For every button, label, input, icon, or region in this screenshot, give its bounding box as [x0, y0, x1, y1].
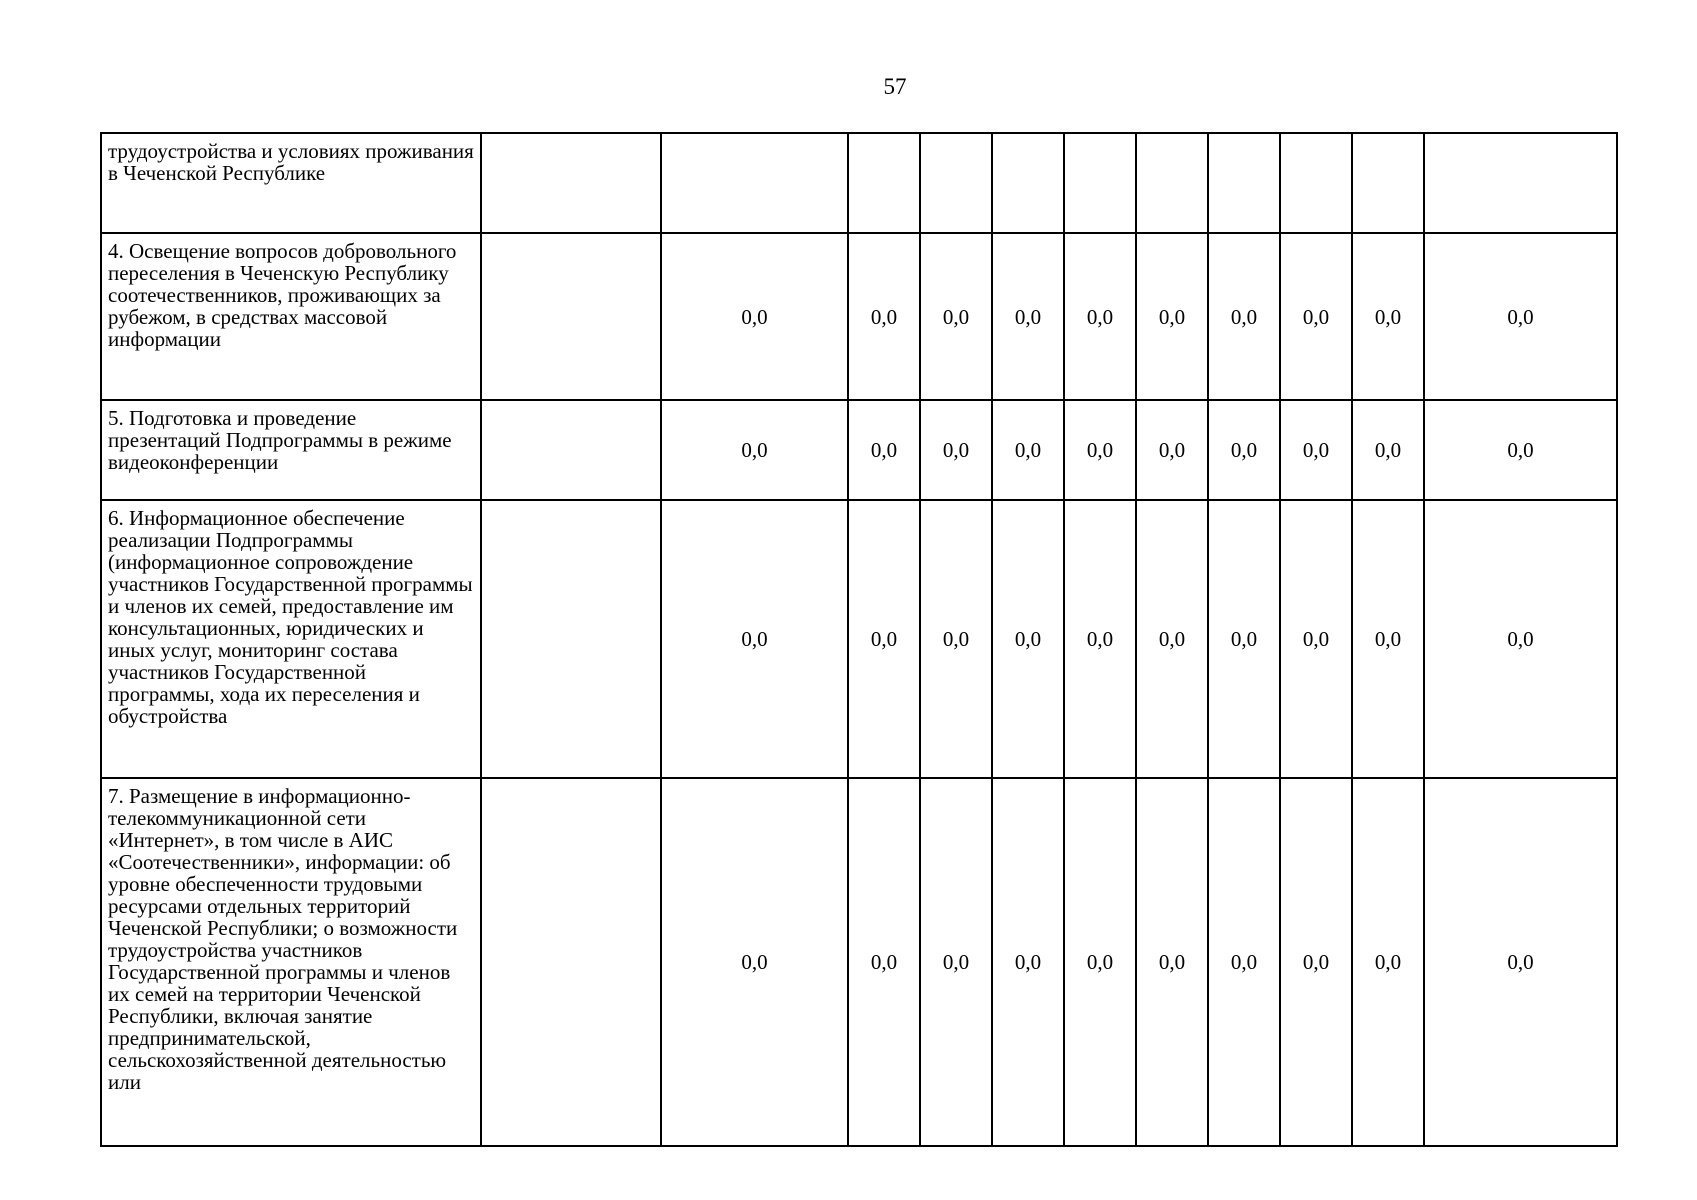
value-cell: 0,0 — [920, 233, 992, 400]
executor-cell — [481, 133, 661, 233]
value-cell: 0,0 — [661, 500, 848, 778]
value-cell: 0,0 — [920, 400, 992, 500]
executor-cell — [481, 500, 661, 778]
value-cell: 0,0 — [1352, 233, 1424, 400]
value-cell — [1280, 133, 1352, 233]
value-cell: 0,0 — [1208, 500, 1280, 778]
table-row — [101, 500, 1617, 778]
value-cell: 0,0 — [661, 400, 848, 500]
executor-cell — [481, 400, 661, 500]
value-cell: 0,0 — [920, 778, 992, 1146]
value-cell: 0,0 — [1424, 400, 1617, 500]
row-description: 7. Размещение в информационно-телекоммуникационной сети «Интернет», в том числе в АИС «Соотечественники», информации: об уровне обеспеченности трудовыми ресурсами отдельных территорий Чеченской Республики; о возможности трудоустройства участников Государственной программы и членов их семей на территории Чеченской Республики, включая занятие предпринимательской, сельскохозяйственной деятельностью или — [101, 778, 481, 1146]
value-cell: 0,0 — [1280, 400, 1352, 500]
budget-table — [100, 132, 1618, 1147]
table-row — [101, 778, 1617, 1146]
value-cell: 0,0 — [1064, 400, 1136, 500]
value-cell — [920, 133, 992, 233]
value-cell: 0,0 — [1136, 233, 1208, 400]
value-cell — [848, 133, 920, 233]
value-cell: 0,0 — [848, 233, 920, 400]
value-cell: 0,0 — [1064, 500, 1136, 778]
value-cell — [1064, 133, 1136, 233]
value-cell — [992, 133, 1064, 233]
value-cell: 0,0 — [1280, 500, 1352, 778]
value-cell: 0,0 — [1136, 778, 1208, 1146]
value-cell — [661, 133, 848, 233]
value-cell: 0,0 — [992, 500, 1064, 778]
row-description: 5. Подготовка и проведение презентаций Подпрограммы в режиме видеоконференции — [101, 400, 481, 500]
value-cell: 0,0 — [1280, 778, 1352, 1146]
value-cell: 0,0 — [848, 500, 920, 778]
value-cell: 0,0 — [992, 233, 1064, 400]
value-cell: 0,0 — [1208, 778, 1280, 1146]
table-row — [101, 233, 1617, 400]
value-cell: 0,0 — [1136, 400, 1208, 500]
value-cell: 0,0 — [661, 778, 848, 1146]
value-cell: 0,0 — [1424, 233, 1617, 400]
value-cell: 0,0 — [1352, 400, 1424, 500]
value-cell: 0,0 — [848, 400, 920, 500]
value-cell: 0,0 — [1208, 400, 1280, 500]
row-description: 4. Освещение вопросов добровольного переселения в Чеченскую Республику соотечественников, проживающих за рубежом, в средствах массовой информации — [101, 233, 481, 400]
row-description: трудоустройства и условиях проживания в Чеченской Республике — [101, 133, 481, 233]
executor-cell — [481, 778, 661, 1146]
value-cell: 0,0 — [1424, 778, 1617, 1146]
value-cell: 0,0 — [848, 778, 920, 1146]
executor-cell — [481, 233, 661, 400]
value-cell: 0,0 — [1208, 233, 1280, 400]
value-cell: 0,0 — [1280, 233, 1352, 400]
table-row — [101, 400, 1617, 500]
value-cell: 0,0 — [661, 233, 848, 400]
value-cell: 0,0 — [920, 500, 992, 778]
value-cell: 0,0 — [1064, 233, 1136, 400]
value-cell: 0,0 — [1424, 500, 1617, 778]
value-cell: 0,0 — [1064, 778, 1136, 1146]
value-cell — [1424, 133, 1617, 233]
page-number: 57 — [883, 74, 907, 99]
value-cell: 0,0 — [992, 400, 1064, 500]
value-cell — [1136, 133, 1208, 233]
value-cell: 0,0 — [1352, 500, 1424, 778]
row-description: 6. Информационное обеспечение реализации Подпрограммы (информационное сопровождение участников Государственной программы и членов их семей, предоставление им консультационных, юридических и иных услуг, мониторинг состава участников Государственной программы, хода их переселения и обустройства — [101, 500, 481, 778]
value-cell: 0,0 — [992, 778, 1064, 1146]
value-cell — [1352, 133, 1424, 233]
table-row — [101, 133, 1617, 233]
value-cell: 0,0 — [1136, 500, 1208, 778]
value-cell: 0,0 — [1352, 778, 1424, 1146]
value-cell — [1208, 133, 1280, 233]
